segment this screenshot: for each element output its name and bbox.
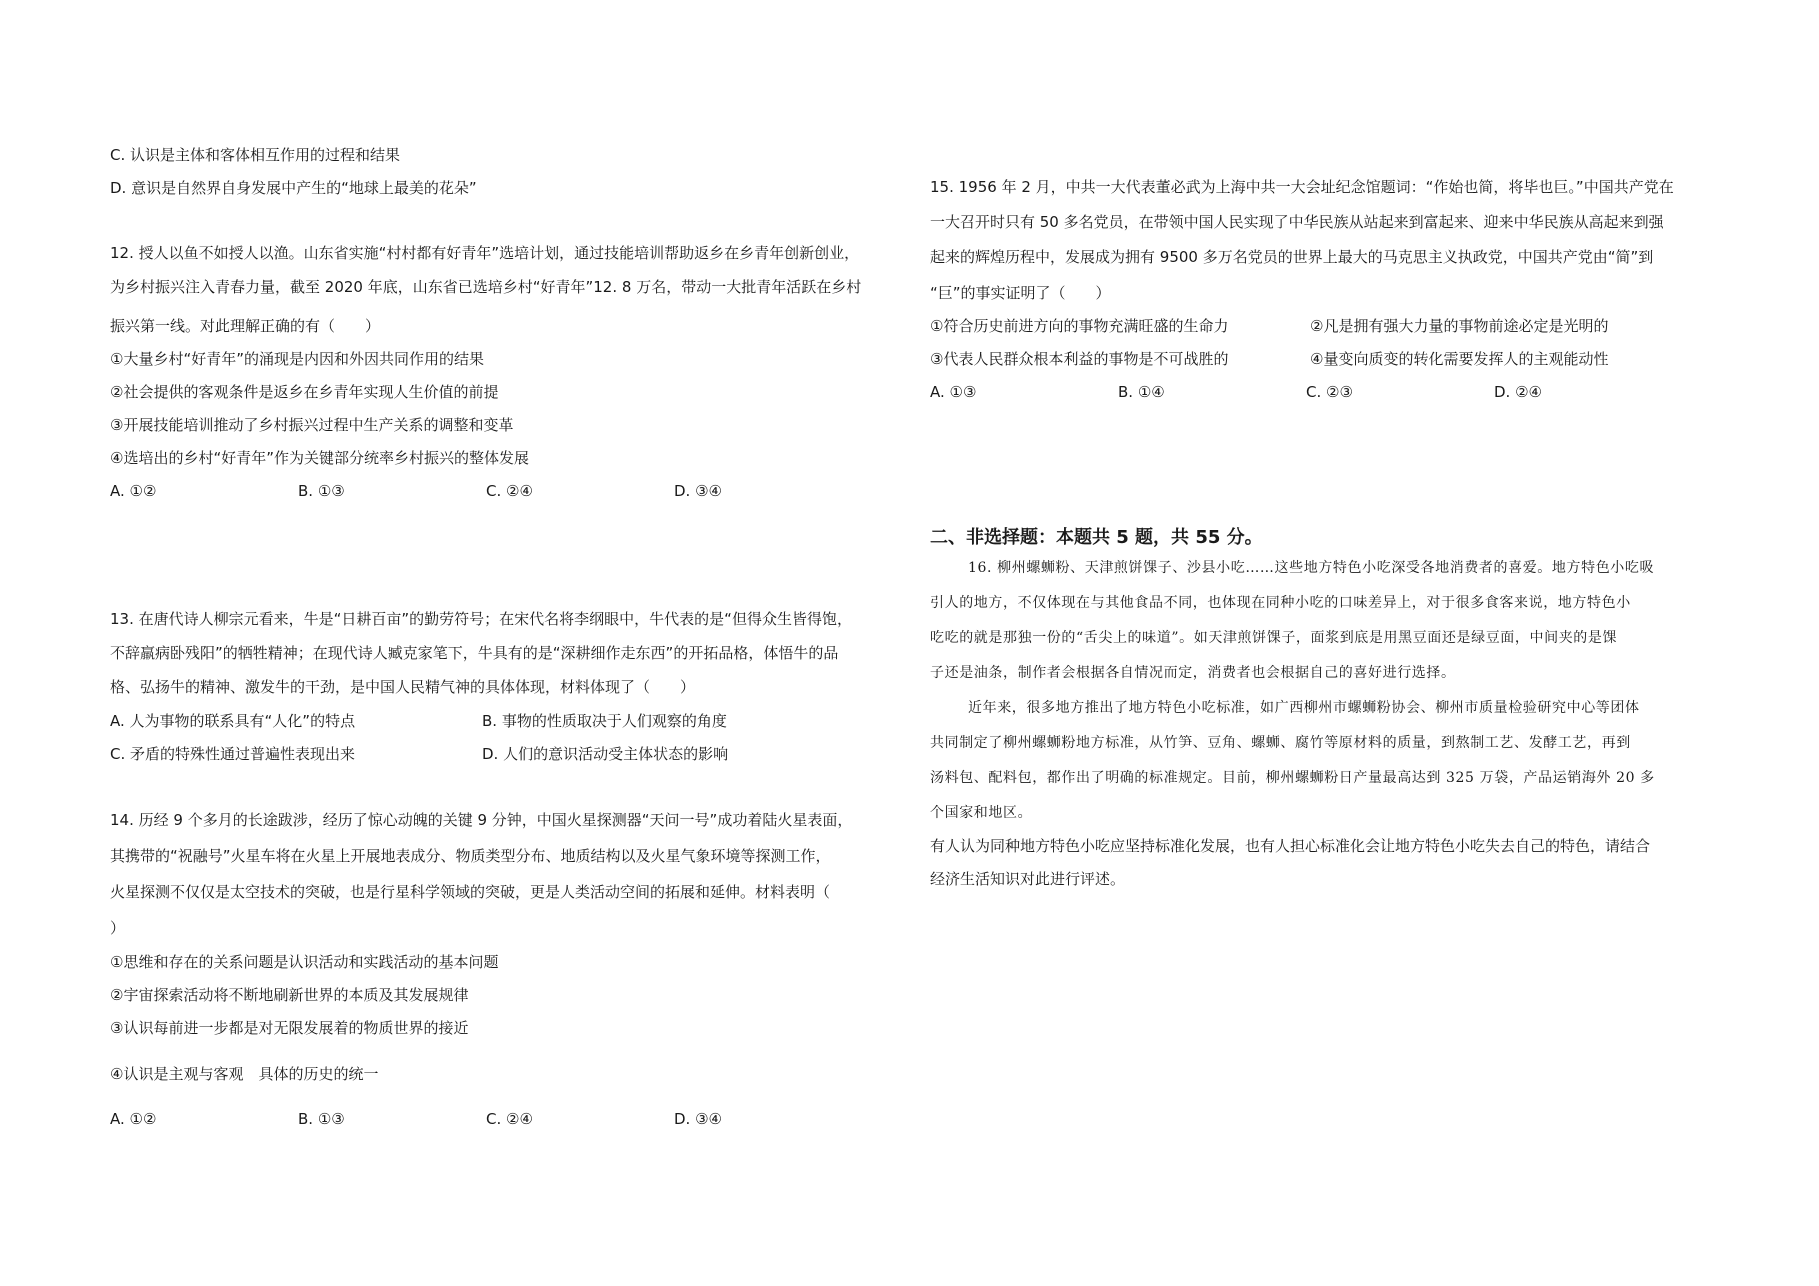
q15-option-c: C. ②③ — [1306, 383, 1353, 401]
q15-statement: ②凡是拥有强大力量的事物前途必定是光明的 — [1310, 317, 1609, 335]
q11-option-d: D. 意识是自然界自身发展中产生的“地球上最美的花朵” — [110, 179, 477, 197]
q14-stem-line: 其携带的“祝融号”火星车将在火星上开展地表成分、物质类型分布、地质结构以及火星气象环境等探测工作， — [110, 847, 831, 865]
q12-options — [110, 481, 910, 501]
q14-statement: ②宇宙探索活动将不断地刷新世界的本质及其发展规律 — [110, 986, 469, 1004]
q15-statement: ④量变向质变的转化需要发挥人的主观能动性 — [1310, 350, 1609, 368]
q13-options-row — [110, 744, 910, 764]
q15-statement: ③代表人民群众根本利益的事物是不可战胜的 — [930, 350, 1229, 368]
q12-statement: ④选培出的乡村“好青年”作为关键部分统率乡村振兴的整体发展 — [110, 449, 529, 467]
q16-paragraph-line: 汤料包、配料包，都作出了明确的标准规定。目前，柳州螺蛳粉日产量最高达到 325 万袋，产品运销海外 20 多 — [930, 770, 1655, 786]
q14-option-d: D. ③④ — [674, 1110, 722, 1128]
q12-stem-line: 12. 授人以鱼不如授人以渔。山东省实施“村村都有好青年”选培计划，通过技能培训帮助返乡在乡青年创新创业， — [110, 244, 860, 262]
q15-stem-line: “巨”的事实证明了（ ） — [930, 284, 1111, 302]
q15-option-d: D. ②④ — [1494, 383, 1542, 401]
q14-stem-line: 火星探测不仅仅是太空技术的突破，也是行星科学领域的突破，更是人类活动空间的拓展和延伸。材料表明（ — [110, 883, 831, 901]
q12-option-a: A. ①② — [110, 482, 157, 500]
q12-stem-line: 为乡村振兴注入青春力量，截至 2020 年底，山东省已选培乡村“好青年”12. 8 万名，带动一大批青年活跃在乡村 — [110, 278, 862, 296]
q14-stem-line: ） — [110, 919, 126, 937]
q15-statements-row — [930, 316, 1720, 336]
q14-statement: ③认识每前进一步都是对无限发展着的物质世界的接近 — [110, 1019, 469, 1037]
q15-stem-line: 15. 1956 年 2 月，中共一大代表董必武为上海中共一大会址纪念馆题词：“作始也简，将毕也巨。”中国共产党在 — [930, 178, 1674, 196]
q13-options-row — [110, 711, 910, 731]
q14-statement: ④认识是主观与客观 具体的历史的统一 — [110, 1065, 379, 1083]
q12-statement: ③开展技能培训推动了乡村振兴过程中生产关系的调整和变革 — [110, 416, 514, 434]
q15-statements-row — [930, 349, 1720, 369]
q13-option-a: A. 人为事物的联系具有“人化”的特点 — [110, 712, 356, 730]
q12-stem-line: 振兴第一线。对此理解正确的有（ ） — [110, 317, 381, 335]
q16-paragraph-line: 引人的地方，不仅体现在与其他食品不同，也体现在同种小吃的口味差异上，对于很多食客来说，地方特色小 — [930, 595, 1631, 611]
q14-option-b: B. ①③ — [298, 1110, 345, 1128]
q13-option-c: C. 矛盾的特殊性通过普遍性表现出来 — [110, 745, 356, 763]
q16-paragraph-line: 个国家和地区。 — [930, 805, 1033, 821]
q14-stem-line: 14. 历经 9 个多月的长途跋涉，经历了惊心动魄的关键 9 分钟，中国火星探测器“天问一号”成功着陆火星表面， — [110, 811, 853, 829]
q15-option-a: A. ①③ — [930, 383, 977, 401]
q14-statement: ①思维和存在的关系问题是认识活动和实践活动的基本问题 — [110, 953, 499, 971]
q16-paragraph-line: 共同制定了柳州螺蛳粉地方标准，从竹笋、豆角、螺蛳、腐竹等原材料的质量，到熬制工艺、发酵工艺，再到 — [930, 735, 1631, 751]
q14-options — [110, 1109, 910, 1129]
q13-option-b: B. 事物的性质取决于人们观察的角度 — [482, 712, 727, 730]
q13-stem-line: 不辞羸病卧残阳”的牺牲精神；在现代诗人臧克家笔下，牛具有的是“深耕细作走东西”的开拓品格，体悟牛的品 — [110, 644, 839, 662]
q16-paragraph-line: 子还是油条，制作者会根据各自情况而定，消费者也会根据自己的喜好进行选择。 — [930, 665, 1456, 681]
q16-paragraph-line: 近年来，很多地方推出了地方特色小吃标准，如广西柳州市螺蛳粉协会、柳州市质量检验研究中心等团体 — [968, 700, 1640, 716]
q16-paragraph-line: 16. 柳州螺蛳粉、天津煎饼馃子、沙县小吃……这些地方特色小吃深受各地消费者的喜爱。地方特色小吃吸 — [968, 560, 1655, 576]
q14-option-c: C. ②④ — [486, 1110, 533, 1128]
q13-stem-line: 格、弘扬牛的精神、激发牛的干劲，是中国人民精气神的具体体现，材料体现了（ ） — [110, 678, 696, 696]
q15-option-b: B. ①④ — [1118, 383, 1165, 401]
q16-paragraph-line: 吃吃的就是那独一份的“舌尖上的味道”。如天津煎饼馃子，面浆到底是用黑豆面还是绿豆面，中间夹的是馃 — [930, 630, 1618, 646]
q15-stem-line: 起来的辉煌历程中，发展成为拥有 9500 多万名党员的世界上最大的马克思主义执政党，中国共产党由“简”到 — [930, 248, 1654, 266]
q11-option-c: C. 认识是主体和客体相互作用的过程和结果 — [110, 146, 401, 164]
q16-question-line: 经济生活知识对此进行评述。 — [930, 870, 1126, 888]
q15-statement: ①符合历史前进方向的事物充满旺盛的生命力 — [930, 317, 1229, 335]
q12-statement: ①大量乡村“好青年”的涌现是内因和外因共同作用的结果 — [110, 350, 484, 368]
q13-stem-line: 13. 在唐代诗人柳宗元看来，牛是“日耕百亩”的勤劳符号；在宋代名将李纲眼中，牛代表的是“但得众生皆得饱， — [110, 610, 852, 628]
q12-option-d: D. ③④ — [674, 482, 722, 500]
section-heading: 二、非选择题：本题共 5 题，共 55 分。 — [930, 527, 1263, 548]
q15-stem-line: 一大召开时只有 50 多名党员，在带领中国人民实现了中华民族从站起来到富起来、迎来中华民族从高起来到强 — [930, 213, 1664, 231]
q13-option-d: D. 人们的意识活动受主体状态的影响 — [482, 745, 729, 763]
q12-option-b: B. ①③ — [298, 482, 345, 500]
q14-option-a: A. ①② — [110, 1110, 157, 1128]
q16-question-line: 有人认为同种地方特色小吃应坚持标准化发展，也有人担心标准化会让地方特色小吃失去自己的特色，请结合 — [930, 837, 1651, 855]
q12-statement: ②社会提供的客观条件是返乡在乡青年实现人生价值的前提 — [110, 383, 499, 401]
q12-option-c: C. ②④ — [486, 482, 533, 500]
q15-options — [930, 382, 1720, 402]
